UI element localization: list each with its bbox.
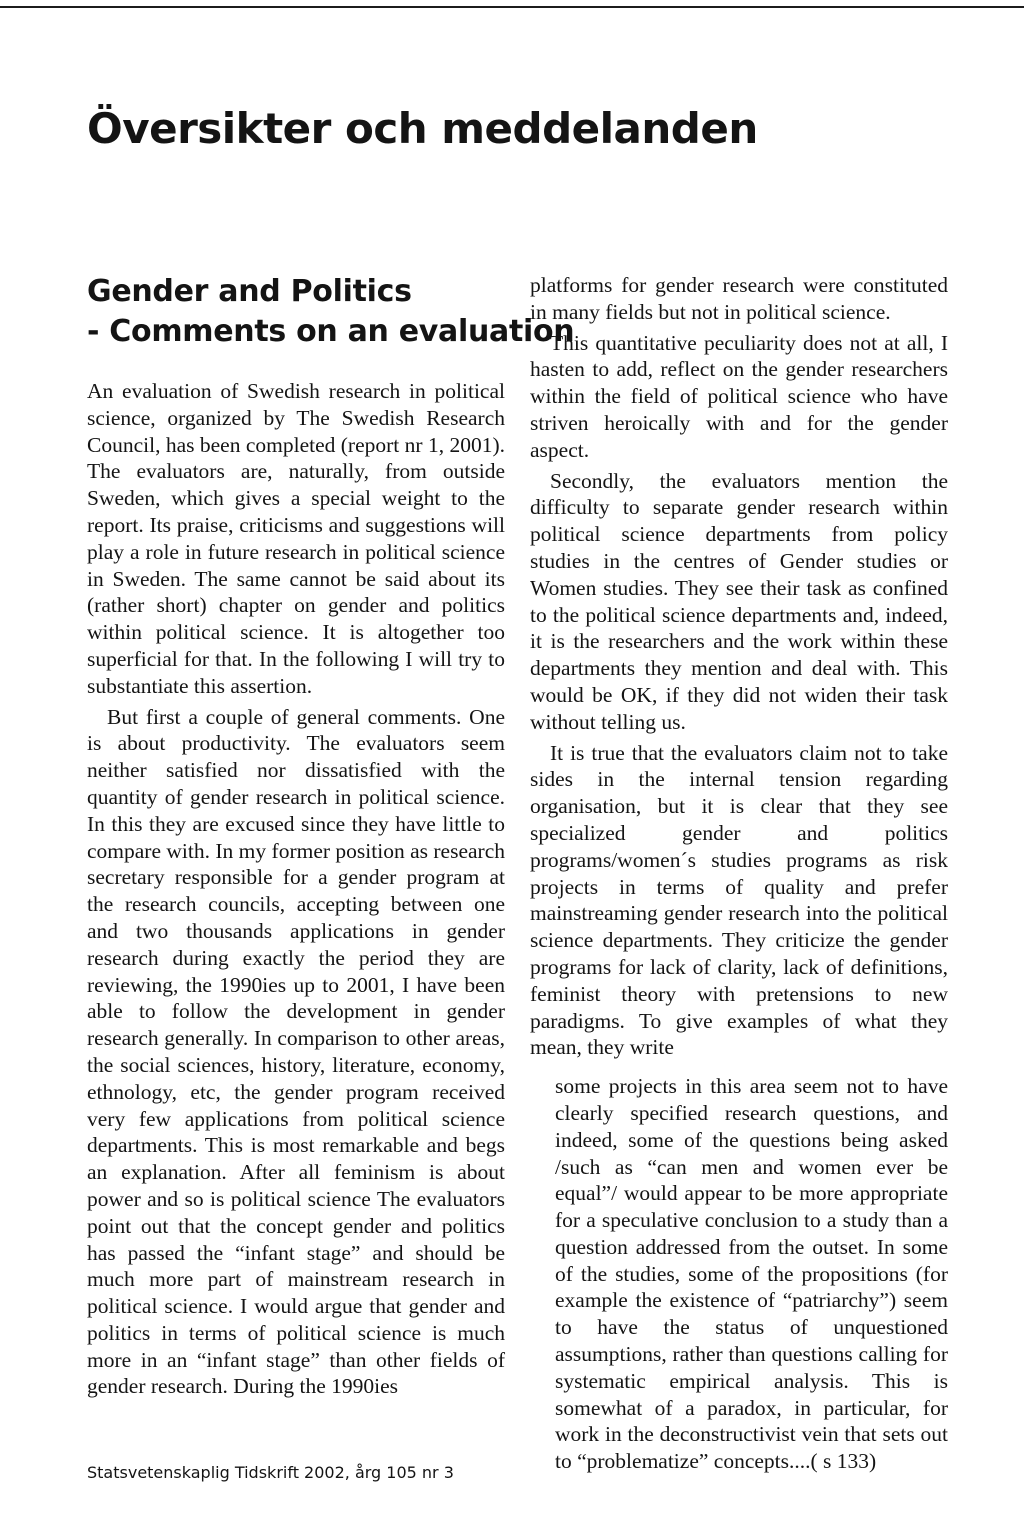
paragraph: But first a couple of general comments. One is about productivity. The evaluators seem neither satisfied nor dissatisfied with the quantity of gender research in political science. In this they are excused since they have little to compare with. In my former position as research secretary responsible for a gender program at the research councils, accepting between one and two thousands applications in gender research during exactly the period they are reviewing, the 1990ies up to 2001, I have been able to follow the development in gender research generally. In comparison to other areas, the social sciences, history, literature, economy, ethnology, etc, the gender program received very few applications from political science departments. This is most remarkable and begs an explanation. After all feminism is about power and so is political science The evaluators point out that the concept gender and politics has passed the “infant stage” and should be much more part of mainstream research in political science. I would argue that gender and politics in terms of political science is much more in an “infant stage” than other fields of gender research. During the 1990ies (87, 704, 505, 1399)
top-rule (0, 6, 1024, 8)
paragraph: Secondly, the evaluators mention the difficulty to separate gender research within political science departments from policy studies in the centres of Gender studies or Women studies. They see their task as confined to the political science departments and, indeed, it is the researchers and the work within these departments they mention and deal with. This would be OK, if they did not widen their task without telling us. (530, 468, 948, 734)
paragraph: platforms for gender research were constituted in many fields but not in political science. (530, 273, 948, 324)
right-column (530, 272, 948, 1475)
article-title-line-1: Gender and Politics (87, 274, 412, 309)
article-title-line-2: - Comments on an evaluation (87, 314, 575, 349)
block-quote: some projects in this area seem not to have clearly specified research questions, and indeed, some of the questions being asked /such as “can men and women ever be equal”/ would appear to be more appropriate for a speculative conclusion to a study than a question addressed from the outset. In some of the studies, some of the propositions (for example the existence of “patriarchy”) seem to have the status of unquestioned assumptions, rather than questions calling for systematic empirical analysis. This is somewhat of a paradox, in particular, for work in the deconstructivist vein that sets out to “problematize” concepts....( s 133) (555, 1074, 948, 1474)
paragraph: This quantitative peculiarity does not at all, I hasten to add, reflect on the gender researchers within the field of political science who have striven heroically with and for the gender aspect. (530, 330, 948, 462)
section-title: Översikter och meddelanden (87, 104, 758, 153)
journal-footer: Statsvetenskaplig Tidskrift 2002, årg 105 nr 3 (87, 1463, 454, 1482)
paragraph: An evaluation of Swedish research in political science, organized by The Swedish Research Council, has been completed (report nr 1, 2001). The evaluators are, naturally, from outside Sweden, which gives a special weight to the report. Its praise, criticisms and suggestions will play a role in future research in political science in Sweden. The same cannot be said about its (rather short) chapter on gender and politics within political science. It is altogether too superficial for that. In the following I will try to substantiate this assertion. (87, 379, 505, 698)
paragraph: It is true that the evaluators claim not to take sides in the internal tension regarding organisation, but it is clear that they see specialized gender and politics programs/women´s studies programs as risk projects in terms of quality and prefer mainstreaming gender research into the political science departments. They criticize the gender programs for lack of clarity, lack of definitions, feminist theory with pretensions to new paradigms. To give examples of what they mean, they write (530, 740, 948, 1060)
article-title (87, 272, 575, 352)
left-column (87, 378, 505, 1400)
